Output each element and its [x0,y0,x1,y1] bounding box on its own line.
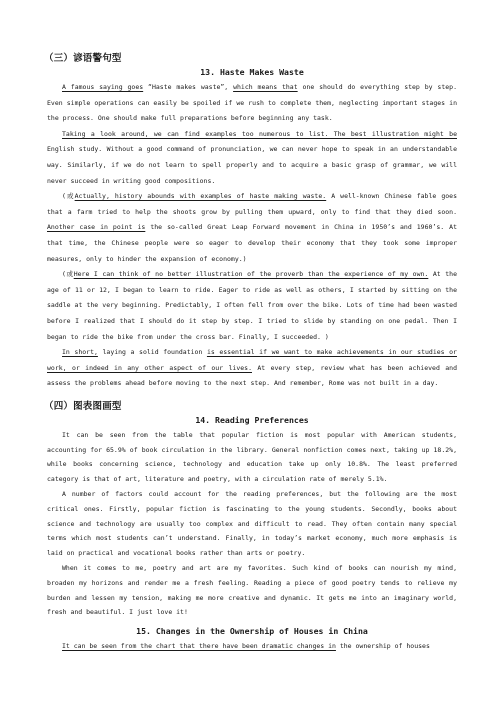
text-run: At the age of 11 or 12, I began to learn to ride. Eager to ride as well as others, I started by sitting on the saddle at the very beginning. Predictably, I often fell from over the bike. Lots of time had been wasted before I realized that I should do it step by step. I tried to slide by standing on one pedal. Then I began to ride the bike from under the cross bar. Finally, I succeeded. ) [47,270,458,341]
essay14-paragraph-2: A number of factors could account for the reading preferences, but the following are the most critical ones. Firstly, popular fiction is fascinating to the young students. Secondly, books about science and technology are usually too complex and difficult to read. They often contain many special terms which most students can’t understand. Finally, in today’s market economy, much more emphasis is laid on practical and vocational books rather than arts or poetry. [47,490,457,558]
essay13-paragraph-4 [47,267,457,345]
underlined-phrase: Taking a look around, we can find examples too numerous to list. The best illustration might be [62,129,457,138]
essay14-paragraph-1: It can be seen from the table that popular fiction is most popular with American students, accounting for 65.9% of book circulation in the library. General nonfiction comes next, taking up 18.2%, while books concerning science, technology and education take up only 10.8%. The least preferred category is that of art, literature and poetry, with a circulation rate of merely 5.1%. [47,430,457,484]
underlined-phrase: which means that [233,83,298,91]
essay-title-13: 13. Haste Makes Waste [200,67,304,77]
section-chart-picture [44,398,457,654]
underlined-phrase: Another case in point is [47,223,146,232]
underlined-phrase: A famous saying goes [62,83,144,91]
essay13-paragraph-5 [47,345,457,392]
essay-title-15: 15. Changes in the Ownership of Houses in China [136,626,368,637]
essay14-paragraph-3: When it comes to me, poetry and art are my favorites. Such kind of books can nourish my mind, broaden my horizons and render me a fresh feeling. Reading a piece of good poetry tends to relieve my burden and lessen my tension, making me more creative and dynamic. It gets me into an imaginary world, fresh and beautiful. I just love it! [47,564,457,617]
text-run: At every step, review what has been achieved and assess the problems ahead before moving to the next step. And remember, Rome was not built in a day. [47,363,457,388]
text-run: (或 [62,270,74,279]
section-heading-proverb: （三）谚语警句型 [44,53,122,64]
text-run: (或 [62,192,75,201]
underlined-phrase: Here I can think of no better illustration of the proverb than the experience of my own. [73,270,429,279]
text-run: English study. Without a good command of pronunciation, we can never hope to speak in an understandable way. Similarly, if we do not learn to spell properly and to acquire a basic grasp of grammar, we will never succeed in writing good compositions. [47,145,457,185]
underlined-phrase: is essential if we want to make achievements in our studies or work, or indeed in any other aspect of our lives. [47,348,457,372]
underlined-phrase: In short, [62,348,98,357]
section-heading-chart: （四）图表图画型 [44,400,122,412]
underlined-phrase: Actually, history abounds with examples of haste making waste. [74,192,327,201]
essay13-paragraph-1 [47,80,457,127]
text-run: A well-known Chinese fable goes that a farm tried to help the shoots grow by pulling them upward, only to find that they died soon. [47,192,457,216]
text-run: “Haste makes waste”, [143,83,234,91]
text-run: the ownership of houses [335,642,430,651]
essay15-paragraph-1 [47,639,457,654]
underlined-phrase: It can be seen from the chart that there have been dramatic changes in [62,642,336,651]
text-run: the so-called Great Leap Forward movement in China in 1950’s and 1960’s. At that time, the Chinese people were so eager to develop their economy that they took some improper measures, only to hinder the expansion of economy.) [47,223,457,263]
essay13-paragraph-2 [47,127,457,189]
essay-title-14: 14. Reading Preferences [195,414,309,425]
text-run: one should do everything step by step. Even simple operations can easily be spoiled if we rush to complete them, neglecting important stages in the process. One should make full preparations before beginning any task. [47,83,457,123]
essay13-paragraph-3 [47,189,457,267]
document-page [44,50,458,654]
text-run: laying a solid foundation [97,348,207,357]
